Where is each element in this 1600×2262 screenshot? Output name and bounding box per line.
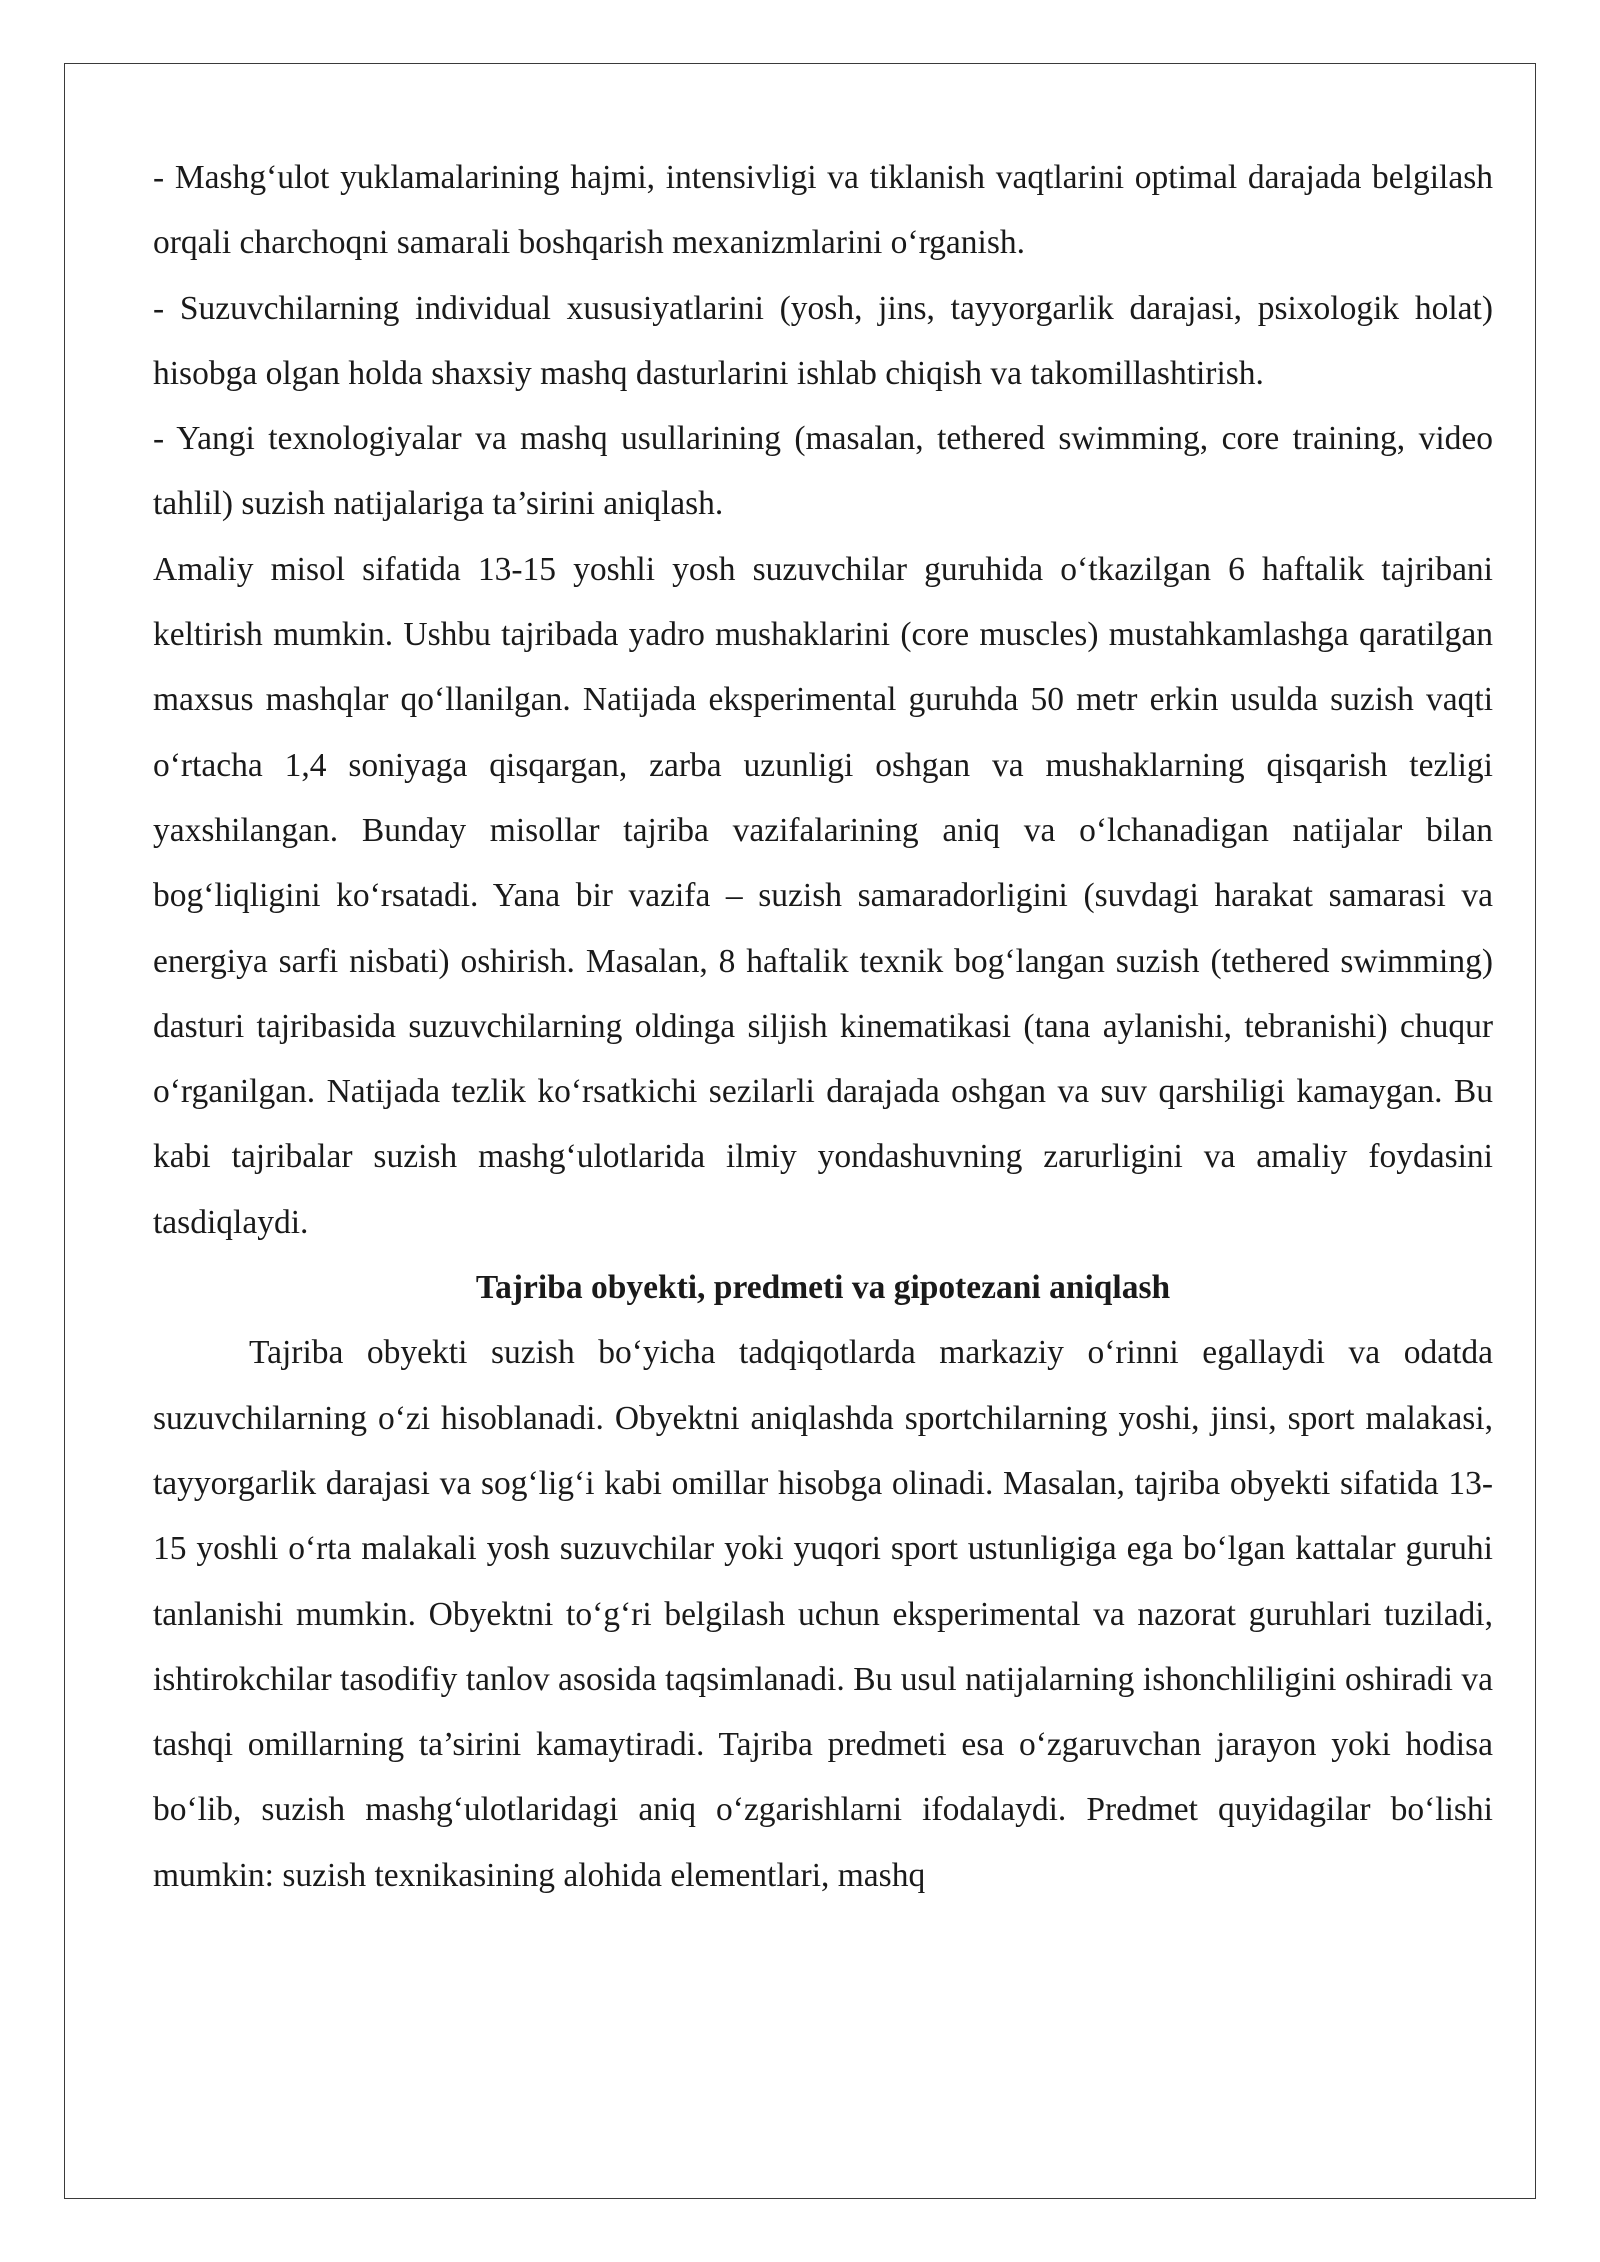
bullet-paragraph-3: - Yangi texnologiyalar va mashq usullarining (masalan, tethered swimming, core training, video tahlil) suzish natijalariga ta’sirini aniqlash. (153, 420, 1493, 523)
document-body (153, 145, 1493, 1908)
body-paragraph-example: Amaliy misol sifatida 13-15 yoshli yosh suzuvchilar guruhida o‘tkazilgan 6 haftalik tajribani keltirish mumkin. Ushbu tajribada yadro mushaklarini (core muscles) mustahkamlashga qaratilgan maxsus mashqlar qo‘llanilgan. Natijada eksperimental guruhda 50 metr erkin usulda suzish vaqti o‘rtacha 1,4 soniyaga qisqargan, zarba uzunligi oshgan va mushaklarning qisqarish tezligi yaxshilangan. Bunday misollar tajriba vazifalarining aniq va o‘lchanadigan natijalar bilan bog‘liqligini ko‘rsatadi. Yana bir vazifa – suzish samaradorligini (suvdagi harakat samarasi va energiya sarfi nisbati) oshirish. Masalan, 8 haftalik texnik bog‘langan suzish (tethered swimming) dasturi tajribasida suzuvchilarning oldinga siljish kinematikasi (tana aylanishi, tebranishi) chuqur o‘rganilgan. Natijada tezlik ko‘rsatkichi sezilarli darajada oshgan va suv qarshiligi kamaygan. Bu kabi tajribalar suzish mashg‘ulotlarida ilmiy yondashuvning zarurligini va amaliy foydasini tasdiqlaydi. (153, 550, 1493, 1241)
bullet-paragraph-1: - Mashg‘ulot yuklamalarining hajmi, intensivligi va tiklanish vaqtlarini optimal darajada belgilash orqali charchoqni samarali boshqarish mexanizmlarini o‘rganish. (153, 159, 1493, 262)
body-paragraph-object: Tajriba obyekti suzish bo‘yicha tadqiqotlarda markaziy o‘rinni egallaydi va odatda suzuvchilarning o‘zi hisoblanadi. Obyektni aniqlashda sportchilarning yoshi, jinsi, sport malakasi, tayyorgarlik darajasi va sog‘lig‘i kabi omillar hisobga olinadi. Masalan, tajriba obyekti sifatida 13-15 yoshli o‘rta malakali yosh suzuvchilar yoki yuqori sport ustunligiga ega bo‘lgan kattalar guruhi tanlanishi mumkin. Obyektni to‘g‘ri belgilash uchun eksperimental va nazorat guruhlari tuziladi, ishtirokchilar tasodifiy tanlov asosida taqsimlanadi. Bu usul natijalarning ishonchliligini oshiradi va tashqi omillarning ta’sirini kamaytiradi. Tajriba predmeti esa o‘zgaruvchan jarayon yoki hodisa bo‘lib, suzish mashg‘ulotlaridagi aniq o‘zgarishlarni ifodalaydi. Predmet quyidagilar bo‘lishi mumkin: suzish texnikasining alohida elementlari, mashq (153, 1334, 1493, 1894)
bullet-paragraph-2: - Suzuvchilarning individual xususiyatlarini (yosh, jins, tayyorgarlik darajasi, psixologik holat) hisobga olgan holda shaxsiy mashq dasturlarini ishlab chiqish va takomillashtirish. (153, 289, 1493, 392)
section-heading: Tajriba obyekti, predmeti va gipotezani aniqlash (475, 1269, 1171, 1307)
